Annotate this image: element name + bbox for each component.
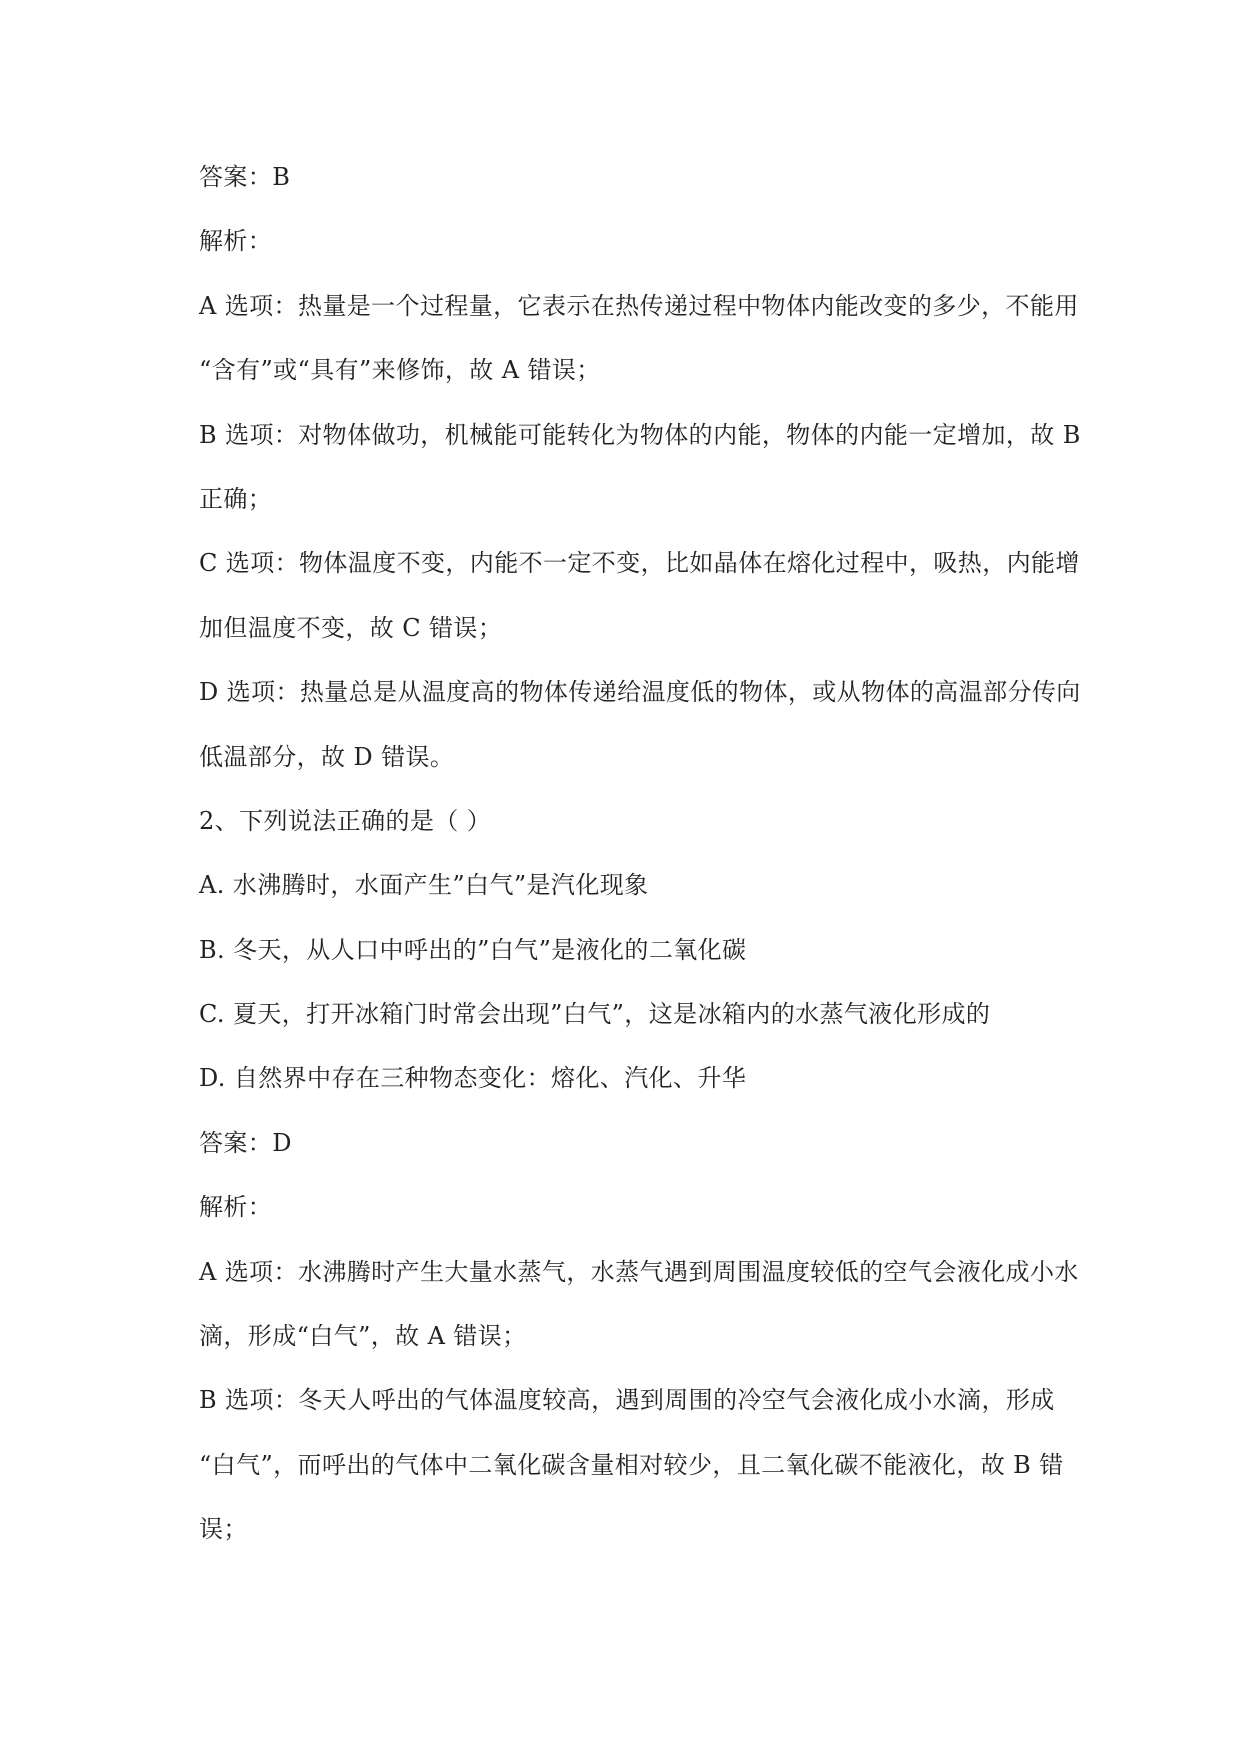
analysis-text-line: C 选项：物体温度不变，内能不一定不变，比如晶体在熔化过程中，吸热，内能增 <box>199 549 1080 578</box>
option-c: C. 夏天，打开冰箱门时常会出现”白气”，这是冰箱内的水蒸气液化形成的 <box>199 1000 991 1029</box>
question-stem-q2: 2、下列说法正确的是（ ） <box>199 806 492 835</box>
analysis-text-line: B 选项：冬天人呼出的气体温度较高，遇到周围的冷空气会液化成小水滴，形成 <box>199 1386 1055 1415</box>
analysis-heading-q1: 解析： <box>199 227 273 256</box>
analysis-text-line: “白气”，而呼出的气体中二氧化碳含量相对较少，且二氧化碳不能液化，故 B 错 <box>199 1450 1064 1479</box>
option-a: A. 水沸腾时，水面产生”白气”是汽化现象 <box>199 871 649 900</box>
analysis-text-line: 加但温度不变，故 C 错误； <box>199 613 503 642</box>
option-d: D. 自然界中存在三种物态变化：熔化、汽化、升华 <box>199 1064 747 1093</box>
answer-line-q2: 答案：D <box>199 1128 292 1157</box>
analysis-text-line: 滴，形成“白气”，故 A 错误； <box>199 1322 527 1351</box>
answer-line-q1: 答案：B <box>199 163 291 191</box>
analysis-text-line: B 选项：对物体做功，机械能可能转化为物体的内能，物体的内能一定增加，故 B <box>199 420 1081 449</box>
analysis-text-line: D 选项：热量总是从温度高的物体传递给温度低的物体，或从物体的高温部分传向 <box>199 678 1081 707</box>
analysis-text-line: A 选项：水沸腾时产生大量水蒸气，水蒸气遇到周围温度较低的空气会液化成小水 <box>199 1257 1079 1286</box>
option-b: B. 冬天，从人口中呼出的”白气”是液化的二氧化碳 <box>199 935 747 964</box>
analysis-text-line: A 选项：热量是一个过程量，它表示在热传递过程中物体内能改变的多少，不能用 <box>199 291 1079 320</box>
analysis-text-line: “含有”或“具有”来修饰，故 A 错误； <box>199 356 601 385</box>
analysis-text-line: 低温部分，故 D 错误。 <box>199 742 455 771</box>
analysis-text-line: 正确； <box>199 484 273 513</box>
analysis-text-line: 误； <box>199 1515 248 1544</box>
document-body <box>199 145 1089 1562</box>
analysis-heading-q2: 解析： <box>199 1193 273 1222</box>
